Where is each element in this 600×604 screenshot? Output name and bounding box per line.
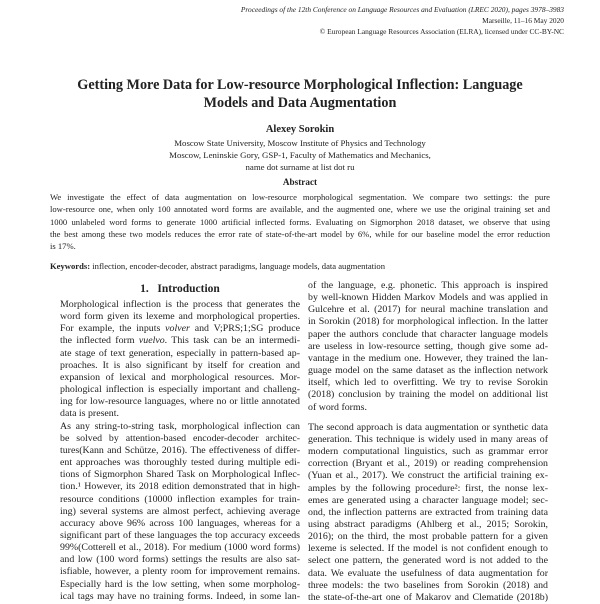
paper-title-line-1: Getting More Data for Low-resource Morphological Inflection: Language: [77, 77, 523, 93]
paragraph-line: tions of Sigmorphon Shared Task on Morphological Inflec-: [60, 469, 300, 481]
left-column: [60, 299, 300, 603]
license-line: © European Language Resources Association (ELRA), licensed under CC-BY-NC: [319, 27, 564, 36]
paragraph-line: isfiable, however, a plenty room for improvement remains.: [60, 566, 300, 578]
abstract-line: low-resource one, when only 100 annotated word forms are available, and the augmented one, where we use the original training set and: [50, 204, 550, 215]
keywords-label: Keywords:: [50, 261, 91, 271]
paragraph-line: and low (100 word forms) settings the results are also sat-: [60, 554, 300, 566]
paragraph-line: resource conditions (10000 inflection examples for train-: [60, 493, 300, 505]
paragraph-line: ing for low-resource languages, where no or little annotated: [60, 396, 300, 408]
paragraph-line: accuracy above 96% across 100 languages, whereas for a: [60, 517, 300, 529]
paragraph-line: the inflected form vuelvo. This task can be an intermedi-: [60, 335, 300, 347]
abstract-line: We investigate the effect of data augmentation on low-resource morphological segmentation. We compare two settings: the pure: [50, 192, 550, 202]
paragraph-line: data. We evaluate the usefulness of data augmentation for: [308, 567, 548, 579]
paragraph-line: (Yuan et al., 2017). We construct the artificial training ex-: [308, 470, 548, 482]
affiliation-line: Moscow, Leninskie Gory, GSP-1, Faculty of Mathematics and Mechanics,: [169, 150, 431, 160]
paragraph-line: lexeme is selected. If the model is not confident enough to: [308, 543, 548, 555]
right-column: [308, 280, 548, 604]
paragraph-line: three models: the two baselines from Sorokin (2018) and: [308, 579, 548, 591]
abstract-line: the best among these two models reduces the error rate of state-of-the-art model by 6%, while for our baseline model the error reduction: [50, 228, 550, 239]
paragraph-line: expansion of lexical and morphological resources. Mor-: [60, 371, 300, 383]
paragraph-line: using abstract paradigms (Ahlberg et al., 2015; Sorokin,: [308, 518, 548, 530]
paragraph-line: modern computational linguistics, such as grammar error: [308, 446, 548, 458]
paragraph-line: select one pattern, the generated word is not added to the: [308, 555, 548, 567]
paragraph-line: (2018) conclusion by training the model on additional list: [308, 389, 548, 401]
paragraph-line: For example, the inputs volver and V;PRS;1;SG produce: [60, 323, 300, 335]
paragraph-line: vantage in the medium one. However, they trained the lan-: [308, 352, 548, 364]
paragraph-line: proaches. It is also significant by itself for creation and: [60, 359, 300, 371]
abstract-line: is 17%.: [50, 241, 76, 252]
affiliation-line: Moscow State University, Moscow Institute of Physics and Technology: [174, 138, 426, 148]
paragraph-line: emes are generated using a character language model; sec-: [308, 494, 548, 506]
paragraph-line: ate stage of text generation, especially in pattern-based ap-: [60, 347, 300, 359]
author-name: Alexey Sorokin: [265, 124, 335, 135]
paragraph-line: ing) several systems are almost perfect, achieving average: [60, 505, 300, 517]
paragraph-line: significant part of these languages the top accuracy exceeds: [60, 529, 300, 541]
section-heading-introduction: 1. Introduction: [140, 283, 220, 295]
paragraph-line: tures(Kann and Schütze, 2016). The effectiveness of differ-: [60, 444, 300, 456]
paragraph-line: Especially hard is the low setting, when some morpholog-: [60, 578, 300, 590]
proceedings-line: Proceedings of the 12th Conference on Language Resources and Evaluation (LREC 2020), pages 3978–3983: [240, 5, 564, 14]
paragraph-line: tion.¹ However, its 2018 edition demonstrated that in high-: [60, 481, 300, 493]
keywords-text: inflection, encoder-decoder, abstract paradigms, language models, data augmentation: [90, 261, 386, 271]
paragraph-line: Morphological inflection is the process that generates the: [60, 299, 300, 310]
paragraph-line: by well-known Hidden Markov Models and was applied in: [308, 292, 548, 304]
paragraph-line: ical tags may have no training forms. Indeed, in some lan-: [60, 590, 300, 602]
paragraph-line: itself, which led to overfitting. We try to revise Sorokin: [308, 377, 548, 389]
paragraph-line: guage model on the same dataset as the inflection network: [308, 365, 548, 377]
abstract-heading: Abstract: [282, 177, 318, 187]
paragraph-line: correction (Bryant et al., 2019) or reading comprehension: [308, 458, 548, 470]
paragraph-line: the state-of-the-art one of Makarov and Clematide (2018b): [308, 591, 548, 603]
paragraph-line: of word forms.: [308, 401, 367, 413]
paragraph-gap: [308, 414, 548, 422]
paragraph-line: in Sorokin (2018) for morphological inflection. In the latter: [308, 316, 548, 328]
paragraph-line: ent approaches was thoroughly tested during multiple edi-: [60, 457, 300, 469]
paragraph-line: be solved by attention-based encoder-decoder architec-: [60, 432, 300, 444]
keywords: [50, 260, 550, 272]
abstract-body: [50, 191, 550, 252]
paragraph-line: As any string-to-string task, morphological inflection can: [60, 420, 300, 432]
paragraph-line: phological inflection is especially important and challeng-: [60, 384, 300, 396]
paragraph-line: The second approach is data augmentation or synthetic data: [308, 421, 548, 433]
paragraph-line: amples by the following procedure²: first, the nonse lex-: [308, 482, 548, 494]
paragraph-line: word form given its lexeme and morphological properties.: [60, 311, 300, 323]
paragraph-line: are useless in low-resource setting, though give some ad-: [308, 340, 548, 352]
abstract-line: 1000 unlabeled word forms to generate 1000 artificial inflected forms. Evaluating on Sigmorphon 2018 dataset, we observe that using: [50, 216, 550, 227]
venue-line: Marseille, 11–16 May 2020: [482, 16, 564, 25]
paragraph-line: paper the authors conclude that character language models: [308, 328, 548, 340]
paragraph-line: ond, the inflection patterns are extracted from training data: [308, 506, 548, 518]
paragraph-line: of the language, e.g. phonetic. This approach is inspired: [308, 280, 548, 291]
paragraph-line: data is present.: [60, 408, 119, 420]
paragraph-line: 99%(Cotterell et al., 2018). For medium (1000 word forms): [60, 542, 300, 554]
paper-title-line-2: Models and Data Augmentation: [203, 95, 397, 111]
paragraph-line: generation. This technique is widely used in many areas of: [308, 433, 548, 445]
author-email: name dot surname at list dot ru: [245, 162, 355, 172]
paragraph-line: 2016); on the third, the most probable pattern for a given: [308, 531, 548, 543]
paragraph-line: Gulcehre et al. (2017) for neural machine translation and: [308, 304, 548, 316]
